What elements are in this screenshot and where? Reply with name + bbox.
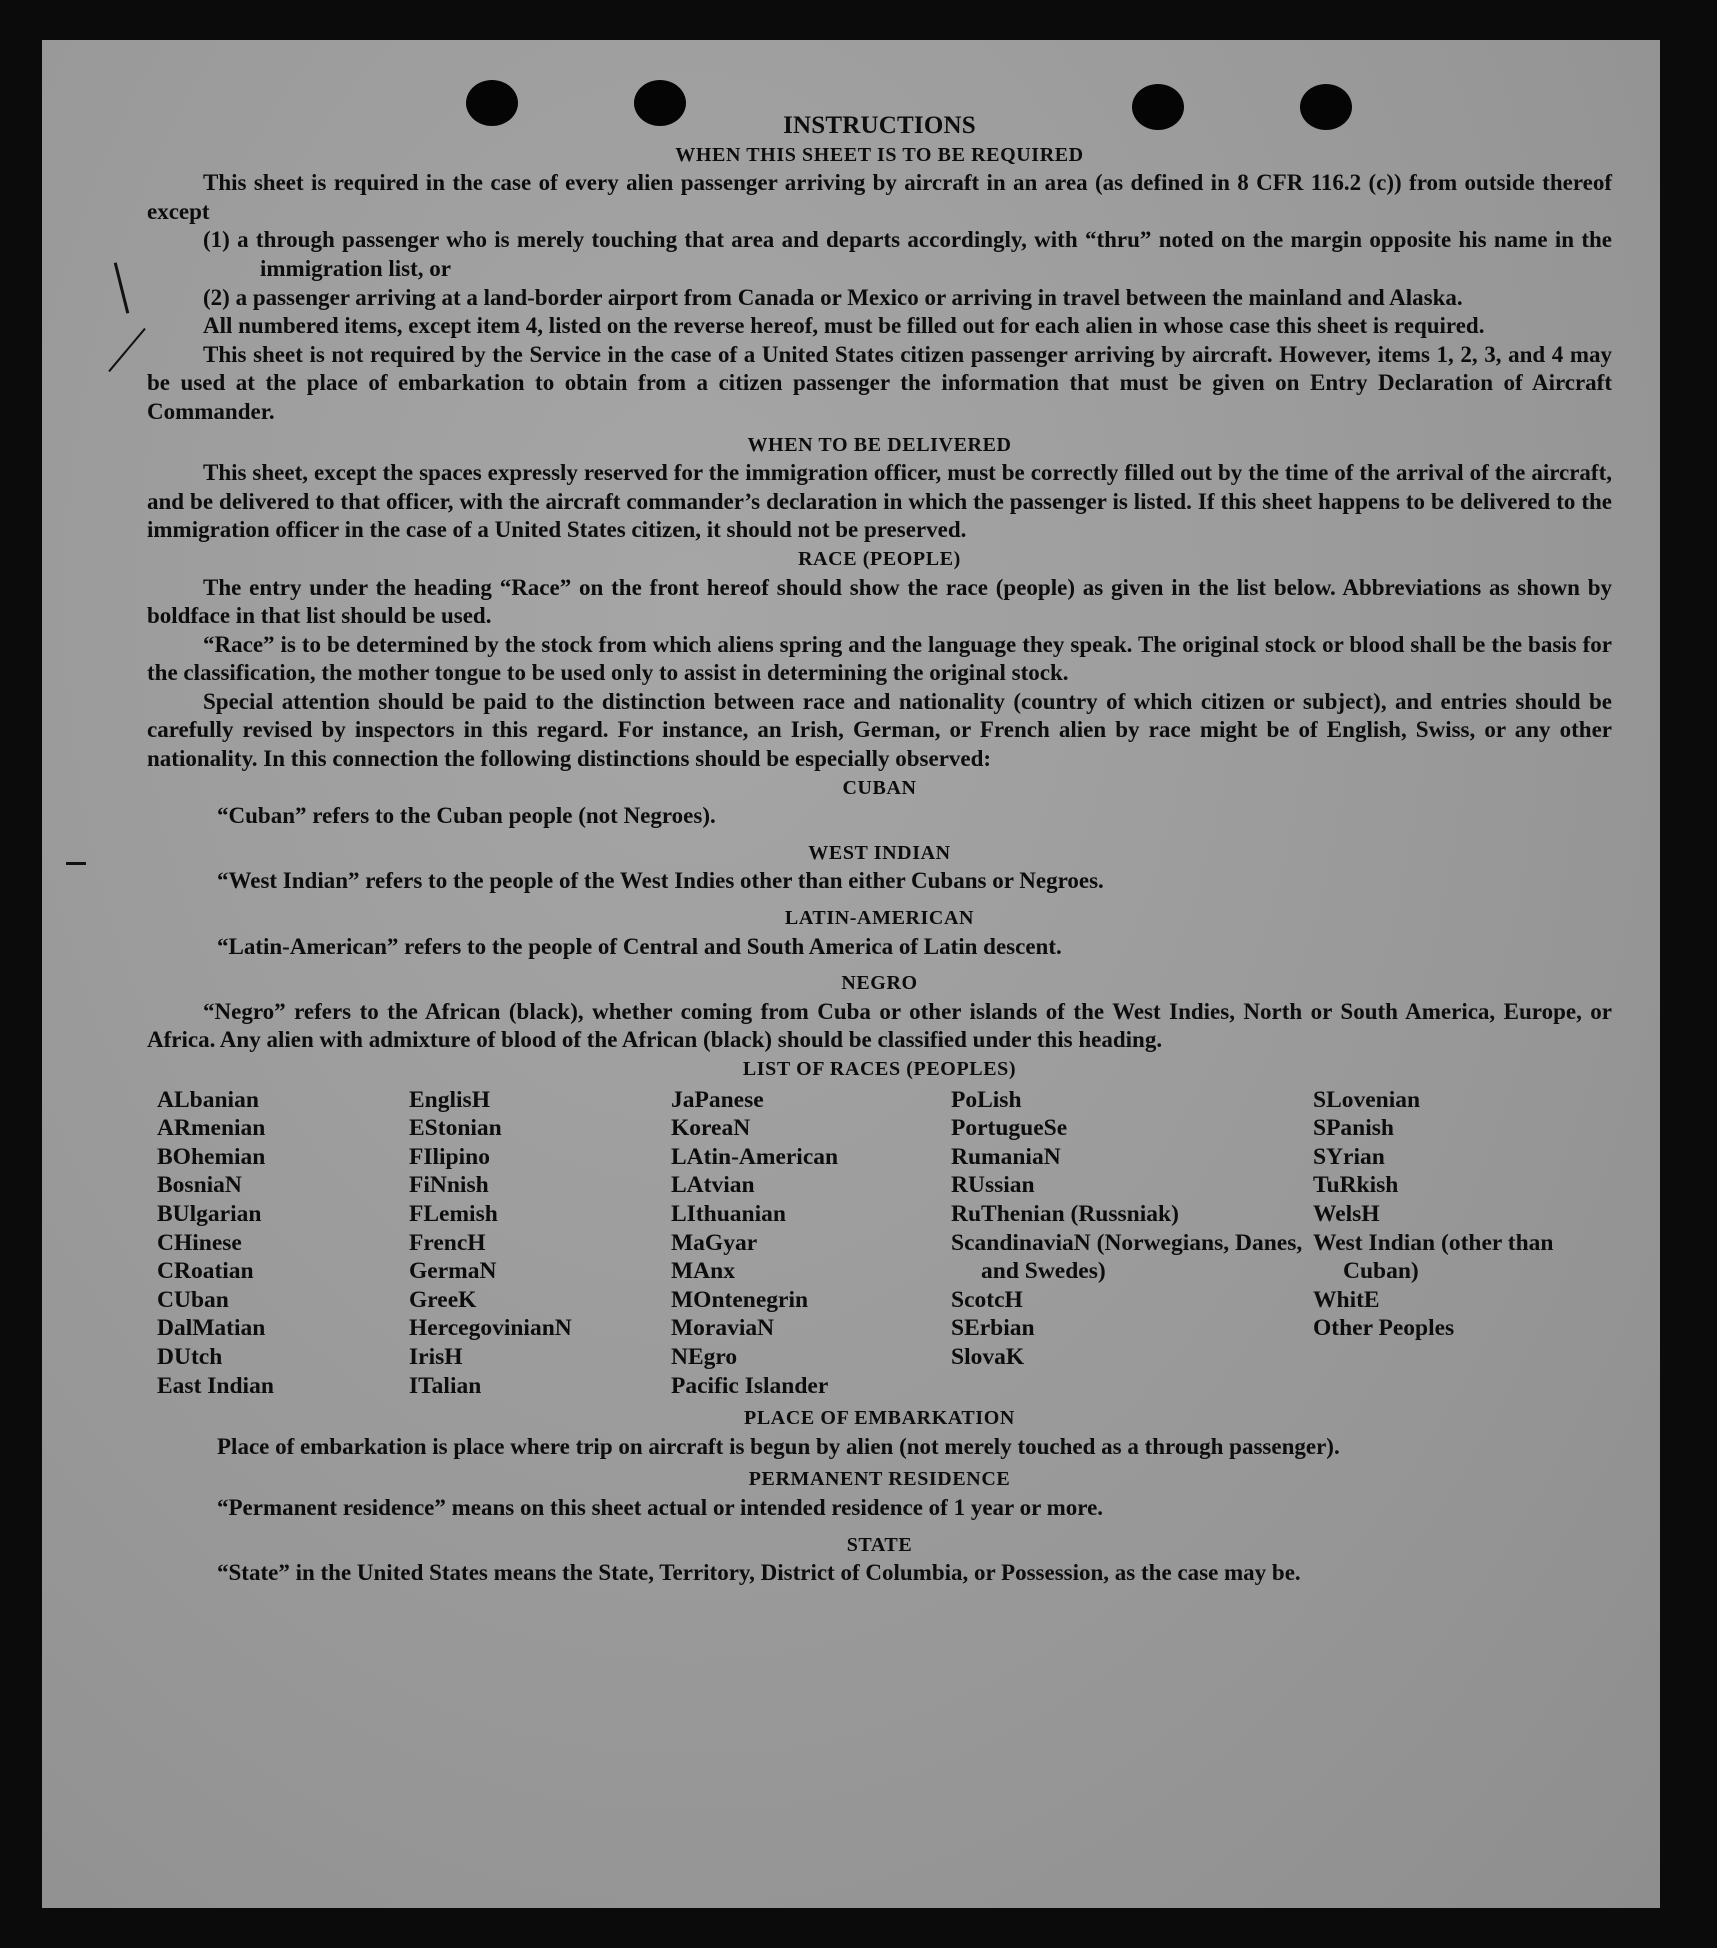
race-item: East Indian — [157, 1372, 274, 1399]
race-item: JaPanese — [671, 1086, 764, 1113]
race-column-4 — [951, 1086, 1313, 1401]
race-item: SErbian — [951, 1315, 1035, 1342]
race-item: EnglisH — [409, 1086, 490, 1113]
paragraph-numbered-items: All numbered items, except item 4, listed on the reverse hereof, must be filled out for each alien in whose case this sheet is required. — [203, 313, 1485, 339]
race-item: SlovaK — [951, 1343, 1025, 1370]
paragraph-exception-1: (1) a through passenger who is merely touching that area and departs accordingly, with “thru” noted on the margin opposite his name in the immigration list, or — [203, 227, 1612, 281]
paragraph-delivered: This sheet, except the spaces expressly reserved for the immigration officer, must be correctly filled out by the time of the arrival of the aircraft, and be delivered to that officer, with the aircraft commander’s declaration in which the passenger is listed. If this sheet happens to be delivered to the immigration officer in the case of a United States citizen, it should not be preserved. — [147, 460, 1612, 543]
race-column-5 — [1313, 1086, 1573, 1401]
heading-race: RACE (PEOPLE) — [798, 547, 961, 570]
race-item: LIthuanian — [671, 1200, 786, 1227]
race-item: EStonian — [409, 1115, 502, 1142]
race-item: MoraviaN — [671, 1315, 775, 1342]
instructions-text — [147, 112, 1612, 1588]
race-item: LAtin-American — [671, 1143, 839, 1170]
race-item: WelsH — [1313, 1200, 1380, 1227]
race-item: RumaniaN — [951, 1143, 1061, 1170]
heading-place-of-embarkation: PLACE OF EMBARKATION — [744, 1407, 1015, 1430]
pen-mark — [114, 262, 129, 313]
race-item: NEgro — [671, 1343, 738, 1370]
race-item: GermaN — [409, 1258, 497, 1285]
heading-permanent-residence: PERMANENT RESIDENCE — [748, 1468, 1011, 1491]
race-item: ALbanian — [157, 1086, 259, 1113]
race-item: ScotcH — [951, 1286, 1023, 1313]
race-item: RUssian — [951, 1172, 1035, 1199]
paragraph-race-entry: The entry under the heading “Race” on the front hereof should show the race (people) as given in the list below. Abbreviations as shown by boldface in that list should be used. — [147, 574, 1612, 629]
heading-latin-american: LATIN-AMERICAN — [784, 907, 975, 930]
race-item: SPanish — [1313, 1115, 1394, 1142]
heading-instructions: INSTRUCTIONS — [783, 112, 976, 139]
race-item: PoLish — [951, 1086, 1022, 1113]
document-sheet — [42, 40, 1660, 1908]
pen-mark — [66, 862, 86, 865]
paragraph-permanent-residence: “Permanent residence” means on this sheet actual or intended residence of 1 year or more. — [217, 1494, 1104, 1520]
race-item: GreeK — [409, 1286, 477, 1313]
paragraph-cuban: “Cuban” refers to the Cuban people (not Negroes). — [217, 803, 716, 829]
race-list — [147, 1086, 1612, 1401]
paragraph-special-attention: Special attention should be paid to the distinction between race and nationality (country of which citizen or subject), and entries should be carefully revised by inspectors in this regard. For instance, an Irish, German, or French alien by race might be of English, Swiss, or any other nationality. In this connection the following distinctions should be especially observed: — [147, 688, 1612, 772]
race-item: TuRkish — [1313, 1172, 1399, 1199]
race-column-2 — [409, 1086, 671, 1401]
race-item: MOntenegrin — [671, 1286, 809, 1313]
race-item: IrisH — [409, 1343, 463, 1370]
race-item: HercegovinianN — [409, 1315, 572, 1342]
race-item: KoreaN — [671, 1115, 751, 1142]
race-item: ARmenian — [157, 1115, 266, 1142]
race-column-1 — [147, 1086, 409, 1401]
race-item: CUban — [157, 1286, 229, 1313]
heading-list-of-races: LIST OF RACES (PEOPLES) — [742, 1058, 1017, 1080]
heading-west-indian: WEST INDIAN — [808, 841, 951, 864]
paragraph-exception-2: (2) a passenger arriving at a land-border airport from Canada or Mexico or arriving in travel between the mainland and Alaska. — [203, 284, 1463, 310]
paragraph-state: “State” in the United States means the State, Territory, District of Columbia, or Possession, as the case may be. — [217, 1560, 1301, 1586]
paragraph-race-stock: “Race” is to be determined by the stock from which aliens spring and the language they speak. The original stock or blood shall be the basis for the classification, the mother tongue to be used only to assist in determining the original stock. — [147, 631, 1612, 686]
race-item: Other Peoples — [1313, 1315, 1455, 1342]
race-item: MAnx — [671, 1258, 735, 1285]
race-item: WhitE — [1313, 1286, 1380, 1313]
race-item: DalMatian — [157, 1315, 266, 1342]
race-item: West Indian (other than Cuban) — [1313, 1229, 1554, 1285]
race-item: BUlgarian — [157, 1200, 262, 1227]
heading-negro: NEGRO — [841, 972, 918, 995]
heading-when-required: WHEN THIS SHEET IS TO BE REQUIRED — [675, 143, 1084, 166]
race-item: Pacific Islander — [671, 1372, 829, 1399]
paragraph-west-indian: “West Indian” refers to the people of the West Indies other than either Cubans or Negroes. — [217, 868, 1104, 894]
race-item: PortugueSe — [951, 1115, 1068, 1142]
heading-state: STATE — [846, 1533, 913, 1556]
pen-mark — [108, 328, 146, 372]
paragraph-negro: “Negro” refers to the African (black), whether coming from Cuba or other islands of the West Indies, North or South America, Europe, or Africa. Any alien with admixture of blood of the African (black) should be classified under this heading. — [147, 998, 1612, 1053]
race-item: CHinese — [157, 1229, 242, 1256]
race-item: RuThenian (Russniak) — [951, 1200, 1179, 1227]
paragraph-latin-american: “Latin-American” refers to the people of Central and South America of Latin descent. — [217, 933, 1062, 959]
paragraph-citizen-not-required: This sheet is not required by the Service in the case of a United States citizen passenger arriving by aircraft. However, items 1, 2, 3, and 4 may be used at the place of embarkation to obtain from a citizen passenger the information that must be given on Entry Declaration of Aircraft Commander. — [147, 341, 1612, 424]
race-item: FIlipino — [409, 1143, 490, 1170]
race-item: FrencH — [409, 1229, 486, 1256]
race-column-3 — [671, 1086, 951, 1401]
race-item: ITalian — [409, 1372, 482, 1399]
race-item: ScandinaviaN (Norwegians, Danes, and Swedes) — [951, 1229, 1303, 1285]
race-item: SLovenian — [1313, 1086, 1421, 1113]
race-item: DUtch — [157, 1343, 223, 1370]
race-item: BOhemian — [157, 1143, 266, 1170]
race-item: MaGyar — [671, 1229, 758, 1256]
heading-cuban: CUBAN — [842, 776, 917, 799]
race-item: FiNnish — [409, 1172, 489, 1199]
heading-when-delivered: WHEN TO BE DELIVERED — [747, 433, 1012, 456]
race-item: CRoatian — [157, 1258, 254, 1285]
paragraph-embarkation: Place of embarkation is place where trip on aircraft is begun by alien (not merely touched as a through passenger). — [217, 1433, 1340, 1459]
race-item: BosniaN — [157, 1172, 242, 1199]
race-item: LAtvian — [671, 1172, 755, 1199]
race-item: FLemish — [409, 1200, 498, 1227]
race-item: SYrian — [1313, 1143, 1385, 1170]
paragraph-required-intro: This sheet is required in the case of every alien passenger arriving by aircraft in an area (as defined in 8 CFR 116.2 (c)) from outside thereof except — [147, 170, 1612, 224]
